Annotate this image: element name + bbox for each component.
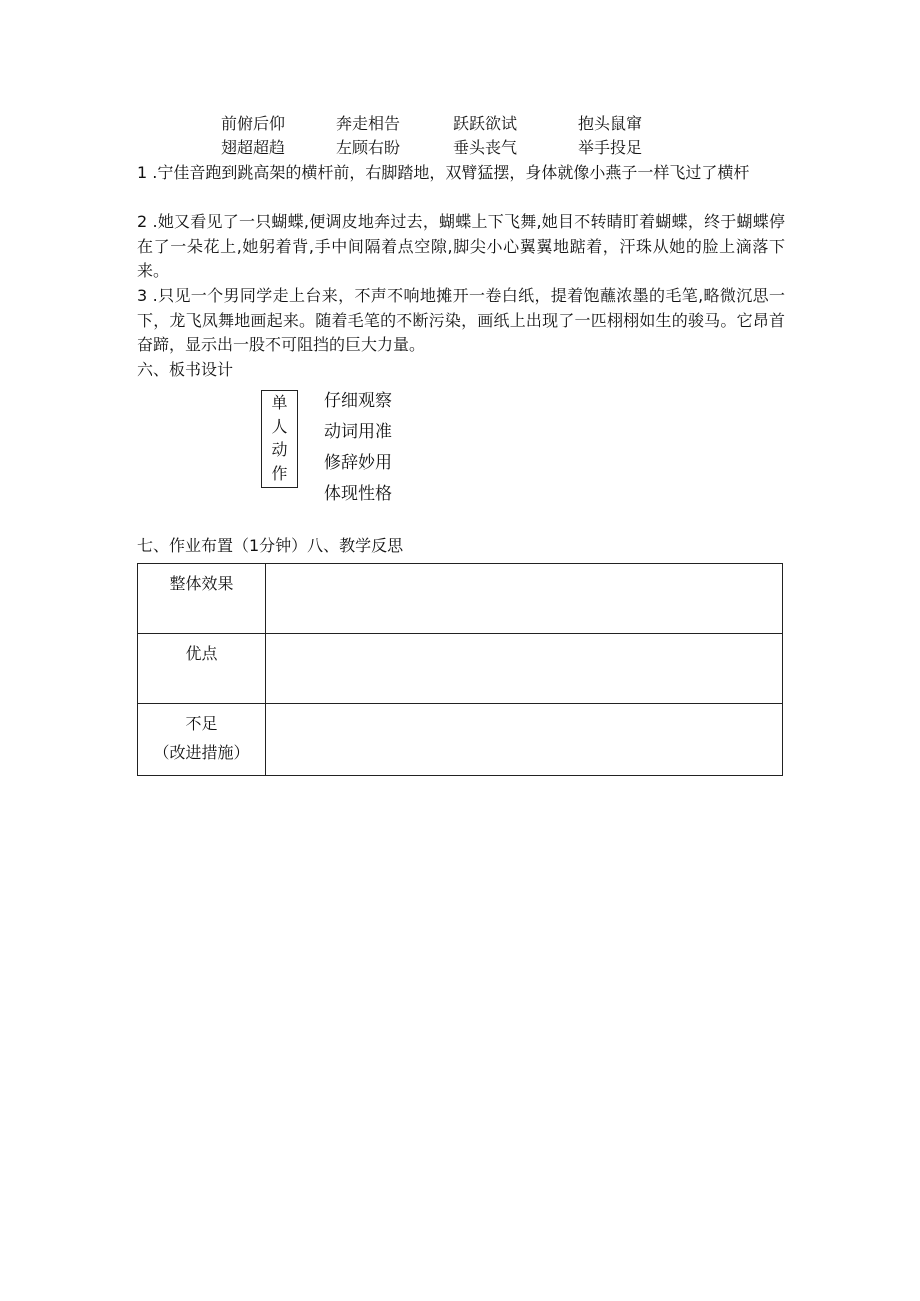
board-item: 体现性格 <box>324 484 392 504</box>
table-row <box>138 564 783 634</box>
reflection-table <box>137 563 783 776</box>
idiom: 跃跃欲试 <box>453 114 518 133</box>
row-label-text: 优点 <box>185 644 218 663</box>
board-item: 动词用准 <box>324 422 392 442</box>
board-design-heading: 六、板书设计 <box>137 360 234 379</box>
board-topic-char: 单 <box>271 393 288 412</box>
row-label <box>138 634 266 704</box>
table-row <box>138 634 783 704</box>
example-paragraph-2: 2 .她又看见了一只蝴蝶,便调皮地奔过去，蝴蝶上下飞舞,她目不转睛盯着蝴蝶，终于蝴蝶停在了一朵花上,她躬着背,手中间隔着点空隙,脚尖小心翼翼地踮着，汗珠从她的脸上滴落下来。 <box>137 212 785 280</box>
idiom: 垂头丧气 <box>453 138 518 157</box>
board-topic-box <box>261 390 298 488</box>
row-label <box>138 704 266 776</box>
row-label <box>138 564 266 634</box>
idiom: 翅超超趋 <box>221 138 286 157</box>
board-topic-char: 作 <box>271 463 288 483</box>
idiom: 奔走相告 <box>336 114 401 133</box>
idiom: 抱头鼠窜 <box>578 114 643 133</box>
row-value-cell <box>266 634 783 704</box>
example-paragraph-1: 1 .宁佳音跑到跳高架的横杆前，右脚踏地，双臂猛摆，身体就像小燕子一样飞过了横杆 <box>137 163 750 182</box>
row-label-subtext: （改进措施） <box>153 743 250 762</box>
row-label-text: 整体效果 <box>169 574 234 593</box>
row-value-cell <box>266 564 783 634</box>
board-topic-char: 人 <box>271 416 288 436</box>
idiom: 前俯后仰 <box>221 114 286 133</box>
board-item: 修辞妙用 <box>324 453 392 473</box>
idiom: 举手投足 <box>578 138 643 157</box>
idiom: 左顾右盼 <box>336 138 401 157</box>
example-paragraph-3: 3 .只见一个男同学走上台来，不声不响地摊开一卷白纸，提着饱蘸浓墨的毛笔,略微沉思一下，龙飞凤舞地画起来。随着毛笔的不断污染，画纸上出现了一匹栩栩如生的骏马。它昂首奋蹄，显示出一股不可阻挡的巨大力量。 <box>137 286 785 354</box>
homework-reflection-heading: 七、作业布置（1分钟）八、教学反思 <box>137 536 404 555</box>
board-item: 仔细观察 <box>324 391 392 411</box>
row-value-cell <box>266 704 783 776</box>
board-topic-char: 动 <box>271 440 288 459</box>
row-label-text: 不足 <box>185 714 218 733</box>
table-row <box>138 704 783 776</box>
